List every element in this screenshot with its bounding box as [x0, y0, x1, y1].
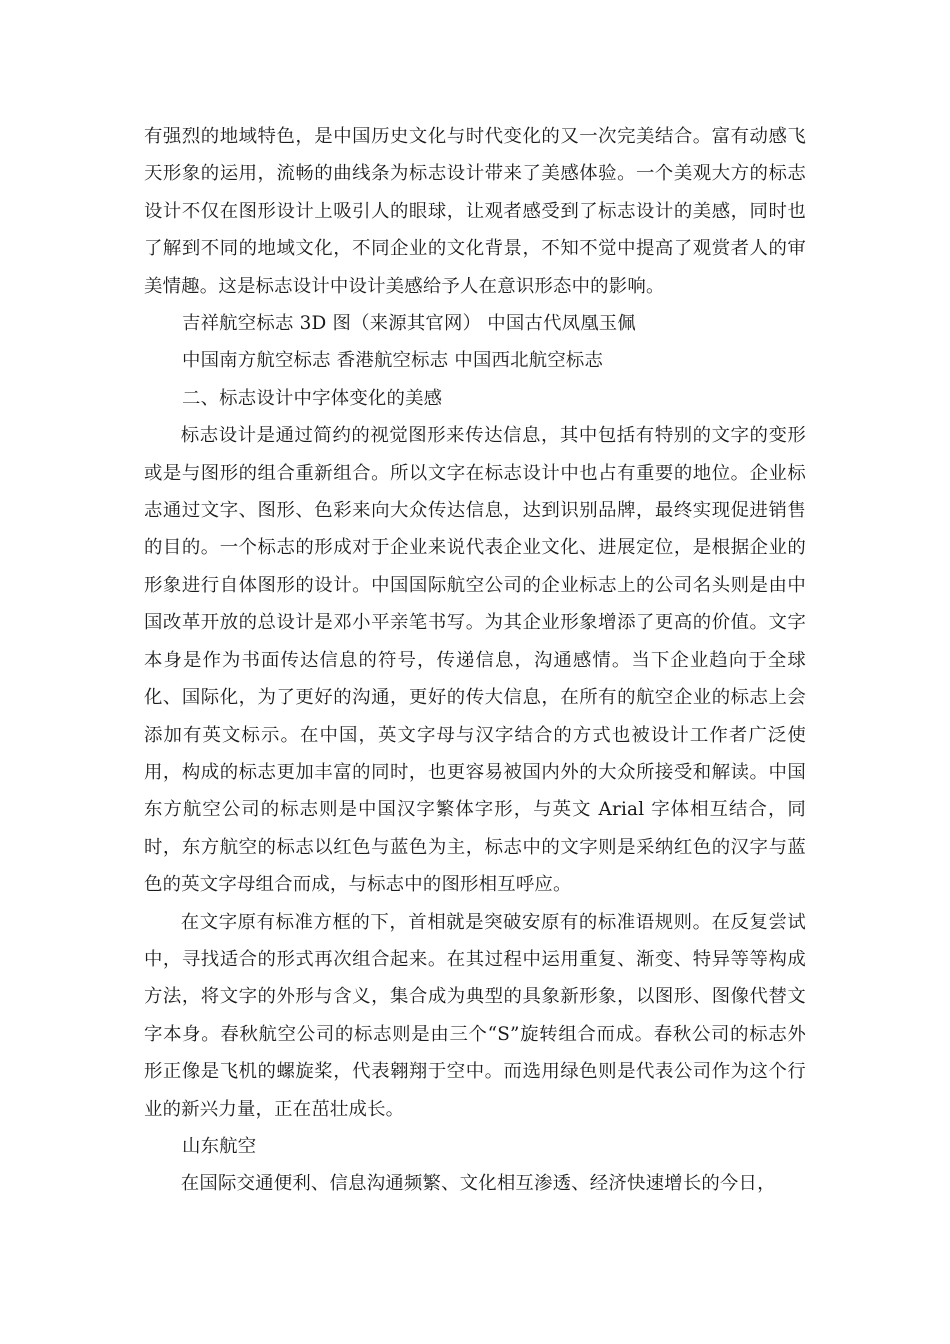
body-paragraph-1: 有强烈的地域特色，是中国历史文化与时代变化的又一次完美结合。富有动感飞天形象的运用，流畅的曲线条为标志设计带来了美感体验。一个美观大方的标志设计不仅在图形设计上吸引人的眼球，让观者感受到了标志设计的美感，同时也了解到不同的地域文化，不同企业的文化背景，不知不觉中提高了观赏者人的审美情趣。这是标志设计中设计美感给予人在意识形态中的影响。 — [144, 126, 806, 297]
section-heading: 二、标志设计中字体变化的美感 — [182, 387, 443, 409]
body-paragraph-3: 在文字原有标准方框的下，首相就是突破安原有的标准语规则。在反复尝试中，寻找适合的形式再次组合起来。在其过程中运用重复、渐变、特异等等构成方法，将文字的外形与含义，集合成为典型的具象新形象，以图形、图像代替文字本身。春秋航空公司的标志则是由三个“S”旋转组合而成。春秋公司的标志外形正像是飞机的螺旋桨，代表翱翔于空中。而选用绿色则是代表公司作为这个行业的新兴力量，正在茁壮成长。 — [144, 911, 806, 1120]
body-paragraph-4: 在国际交通便利、信息沟通频繁、文化相互渗透、经济快速增长的今日， — [180, 1173, 776, 1195]
document-body — [144, 118, 806, 1203]
figure-caption-1: 吉祥航空标志 3D 图（来源其官网） 中国古代凤凰玉佩 — [182, 313, 636, 335]
body-paragraph-2: 标志设计是通过简约的视觉图形来传达信息，其中包括有特别的文字的变形或是与图形的组合重新组合。所以文字在标志设计中也占有重要的地位。企业标志通过文字、图形、色彩来向大众传达信息，达到识别品牌，最终实现促进销售的目的。一个标志的形成对于企业来说代表企业文化、进展定位，是根据企业的形象进行自体图形的设计。中国国际航空公司的企业标志上的公司名头则是由中国改革开放的总设计是邓小平亲笔书写。为其企业形象增添了更高的价值。文字本身是作为书面传达信息的符号，传递信息，沟通感情。当下企业趋向于全球化、国际化，为了更好的沟通，更好的传大信息，在所有的航空企业的标志上会添加有英文标示。在中国，英文字母与汉字结合的方式也被设计工作者广泛使用，构成的标志更加丰富的同时，也更容易被国内外的大众所接受和解读。中国东方航空公司的标志则是中国汉字繁体字形，与英文 Arial 字体相互结合，同时，东方航空的标志以红色与蓝色为主，标志中的文字则是采纳红色的汉字与蓝色的英文字母组合而成，与标志中的图形相互呼应。 — [144, 425, 806, 896]
figure-caption-2: 中国南方航空标志 香港航空标志 中国西北航空标志 — [182, 350, 604, 372]
figure-caption-3: 山东航空 — [182, 1135, 257, 1157]
